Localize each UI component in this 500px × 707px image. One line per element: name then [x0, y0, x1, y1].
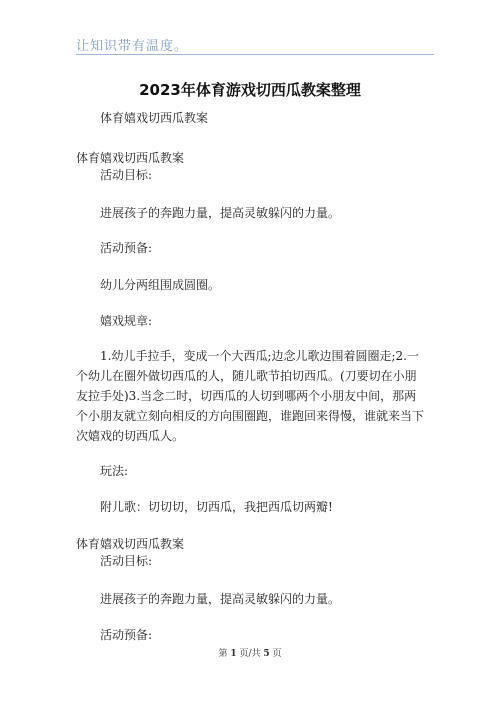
footer-page-number: 1: [230, 649, 237, 659]
document-title: 2023年体育游戏切西瓜教案整理: [139, 81, 361, 99]
header-slogan: 让知识带有温度。: [76, 39, 189, 54]
section1-goal-text: 进展孩子的奔跑力量，提高灵敏躲闪的力量。: [100, 206, 341, 220]
footer-prefix: 第: [218, 649, 228, 659]
section1-prep-label: 活动预备:: [100, 241, 153, 255]
footer-suffix: 页: [272, 649, 282, 659]
section1-rules-text: 1.幼儿手拉手，变成一个大西瓜;边念儿歌边围着圆圈走;2.一个幼儿在圈外做切西瓜的人，随儿歌节拍切西瓜。(刀要切在小朋友拉手处)3.当念二时，切西瓜的人切到哪两个小朋友中间，那两个小朋友就立刻向相反的方向围圈跑，谁跑回来得慢，谁就来当下次嬉戏的切西瓜人。: [76, 349, 425, 443]
header-divider: [76, 54, 434, 55]
section1-play-label: 玩法:: [100, 464, 129, 478]
section2-goal-label: 活动目标:: [100, 554, 153, 568]
section1-goal-label: 活动目标:: [100, 168, 153, 182]
footer-total-pages: 5: [263, 649, 270, 659]
section1-heading: 体育嬉戏切西瓜教案: [76, 151, 185, 165]
section1-prep-text: 幼儿分两组围成圆圈。: [100, 278, 221, 292]
section2-goal-text: 进展孩子的奔跑力量，提高灵敏躲闪的力量。: [100, 592, 341, 606]
subtitle: 体育嬉戏切西瓜教案: [100, 111, 209, 125]
section2-heading: 体育嬉戏切西瓜教案: [76, 537, 185, 551]
section1-rules-label: 嬉戏规章:: [100, 314, 153, 328]
page-footer: [0, 646, 500, 659]
footer-middle: 页/共: [239, 649, 261, 659]
section1-rhyme: 附儿歌：切切切，切西瓜，我把西瓜切两瓣!: [100, 500, 333, 514]
section2-prep-label: 活动预备:: [100, 628, 153, 642]
